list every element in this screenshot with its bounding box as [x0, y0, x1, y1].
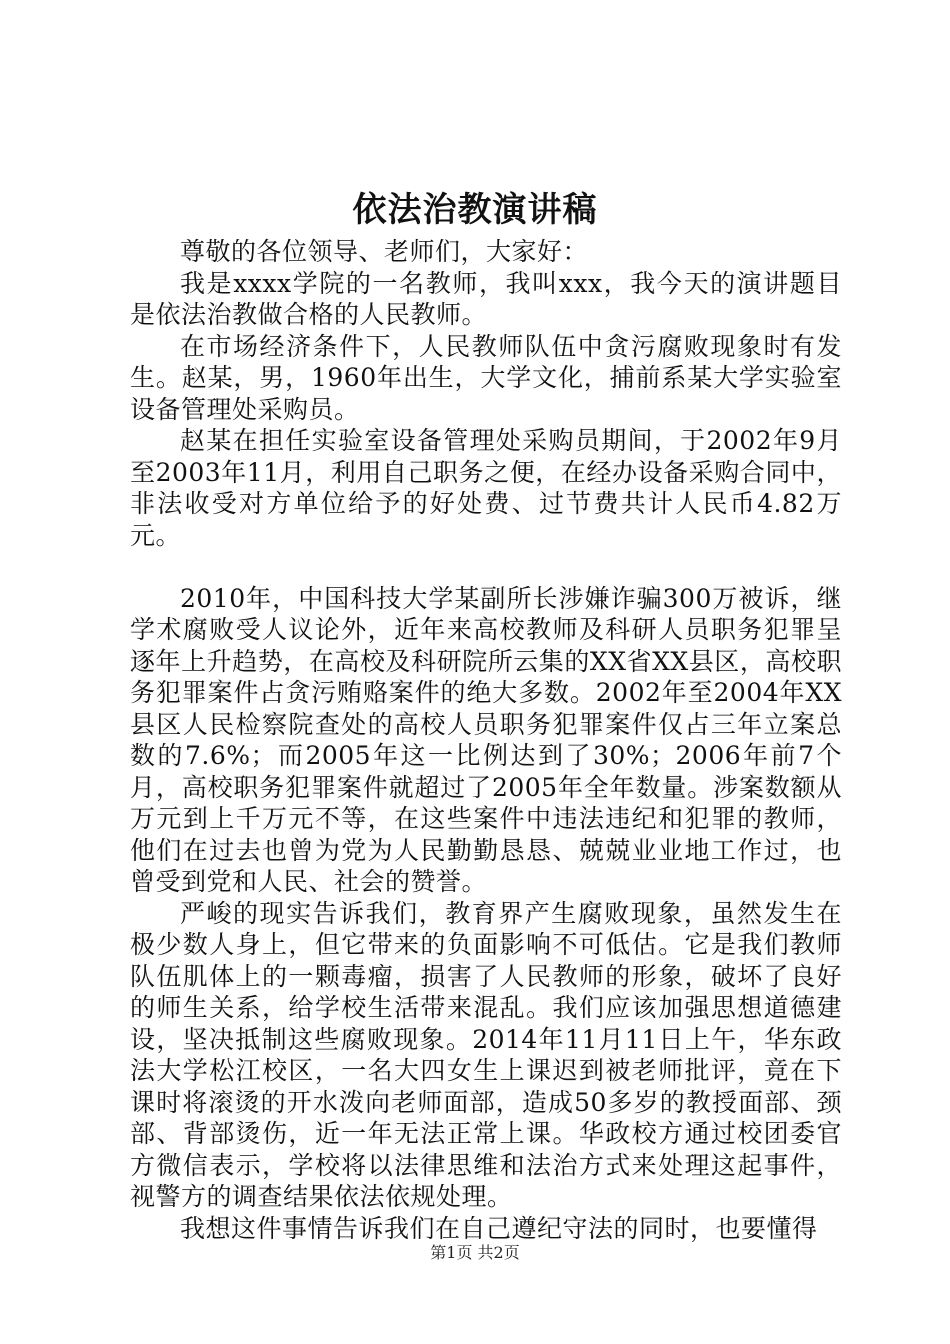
paragraph-introduction: 我是xxxx学院的一名教师，我叫xxx，我今天的演讲题目是依法治教做合格的人民教师。: [130, 268, 842, 329]
document-body: [130, 236, 842, 1244]
paragraph-greeting: 尊敬的各位领导、老师们，大家好：: [180, 237, 589, 266]
paragraph-conclusion: 我想这件事情告诉我们在自己遵纪守法的同时，也要懂得: [180, 1213, 818, 1243]
paragraph-case-details: 赵某在担任实验室设备管理处采购员期间，于2002年9月至2003年11月，利用自己职务之便，在经办设备采购合同中，非法收受对方单位给予的好处费、过节费共计人民币4.82万元。: [130, 426, 842, 550]
paragraph-case-background: 在市场经济条件下，人民教师队伍中贪污腐败现象时有发生。赵某，男，1960年出生，大学文化，捕前系某大学实验室设备管理处采购员。: [130, 331, 842, 424]
page-footer: 第1页 共2页: [430, 1243, 520, 1262]
paragraph-statistics: 2010年，中国科技大学某副所长涉嫌诈骗300万被诉，继学术腐败受人议论外，近年来高校教师及科研人员职务犯罪呈逐年上升趋势，在高校及科研院所云集的XX省XX县区，高校职务犯罪案件占贪污贿赂案件的绝大多数。2002年至2004年XX县区人民检察院查处的高校人员职务犯罪案件仅占三年立案总数的7.6%；而2005年这一比例达到了30%；2006年前7个月，高校职务犯罪案件就超过了2005年全年数量。涉案数额从万元到上千万元不等，在这些案件中违法违纪和犯罪的教师，他们在过去也曾为党为人民勤勤恳恳、兢兢业业地工作过，也曾受到党和人民、社会的赞誉。: [130, 583, 842, 896]
paragraph-spacer: [130, 551, 842, 583]
paragraph-reflection: 严峻的现实告诉我们，教育界产生腐败现象，虽然发生在极少数人身上，但它带来的负面影响不可低估。它是我们教师队伍肌体上的一颗毒瘤，损害了人民教师的形象，破坏了良好的师生关系，给学校生活带来混乱。我们应该加强思想道德建设，坚决抵制这些腐败现象。2014年11月11日上午，华东政法大学松江校区，一名大四女生上课迟到被老师批评，竟在下课时将滚烫的开水泼向老师面部，造成50多岁的教授面部、颈部、背部烫伤，近一年无法正常上课。华政校方通过校团委官方微信表示，学校将以法律思维和法治方式来处理这起事件，视警方的调查结果依法依规处理。: [130, 898, 842, 1211]
document-title: 依法治教演讲稿: [352, 190, 598, 230]
